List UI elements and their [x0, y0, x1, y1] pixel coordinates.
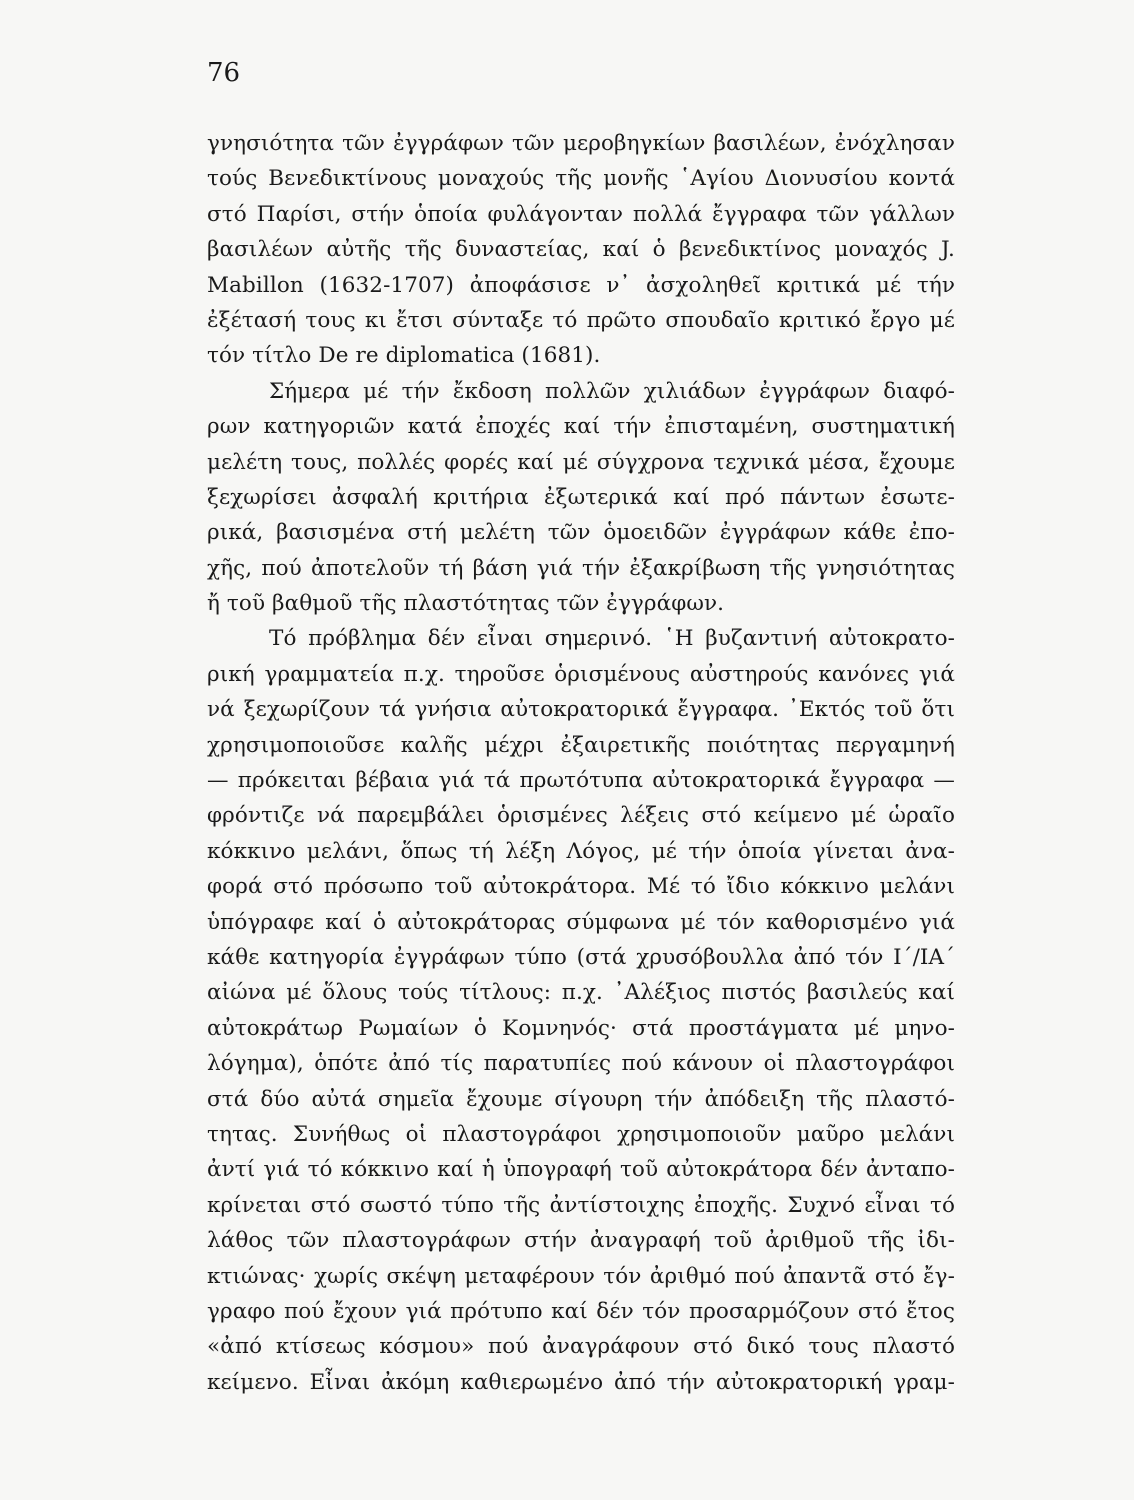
text-line: ρικά, βασισμένα στή μελέτη τῶν ὁμοειδῶν ἐγγράφων κάθε ἐπο- [207, 520, 955, 546]
text-line: «ἀπό κτίσεως κόσμου» πού ἀναγράφουν στό δικό τους πλαστό [207, 1334, 955, 1360]
text-line: κτιώνας· χωρίς σκέψη μεταφέρουν τόν ἀριθμό πού ἀπαντᾶ στό ἔγ- [207, 1263, 955, 1289]
text-line: ξεχωρίσει ἀσφαλή κριτήρια ἐξωτερικά καί πρό πάντων ἐσωτε- [207, 484, 955, 510]
text-line: ὑπόγραφε καί ὁ αὐτοκράτορας σύμφωνα μέ τόν καθορισμένο γιά [207, 909, 955, 935]
text-line: ἤ τοῦ βαθμοῦ τῆς πλαστότητας τῶν ἐγγράφων. [207, 591, 725, 617]
text-line: κόκκινο μελάνι, ὅπως τή λέξη Λόγος, μέ τήν ὁποία γίνεται ἀνα- [207, 838, 955, 864]
text-line: ρική γραμματεία π.χ. τηροῦσε ὁρισμένους αὐστηρούς κανόνες γιά [207, 661, 955, 687]
text-line: λόγημα), ὁπότε ἀπό τίς παρατυπίες πού κάνουν οἱ πλαστογράφοι [207, 1051, 955, 1077]
text-line: φορά στό πρόσωπο τοῦ αὐτοκράτορα. Μέ τό ἴδιο κόκκινο μελάνι [207, 874, 955, 900]
text-line: φρόντιζε νά παρεμβάλει ὁρισμένες λέξεις στό κείμενο μέ ὡραῖο [207, 803, 955, 829]
text-line: τητας. Συνήθως οἱ πλαστογράφοι χρησιμοποιοῦν μαῦρο μελάνι [207, 1121, 955, 1147]
text-line: στό Παρίσι, στήν ὁποία φυλάγονταν πολλά ἔγγραφα τῶν γάλλων [207, 201, 955, 227]
text-line: χρησιμοποιοῦσε καλῆς μέχρι ἐξαιρετικῆς ποιότητας περγαμηνή [207, 732, 955, 758]
text-line: — πρόκειται βέβαια γιά τά πρωτότυπα αὐτοκρατορικά ἔγγραφα — [207, 768, 955, 794]
text-line: βασιλέων αὐτῆς τῆς δυναστείας, καί ὁ βενεδικτίνος μοναχός J. [207, 237, 955, 263]
text-line: τούς Βενεδικτίνους μοναχούς τῆς μονῆς ῾Αγίου Διονυσίου κοντά [207, 166, 955, 192]
text-line: νά ξεχωρίζουν τά γνήσια αὐτοκρατορικά ἔγγραφα. ᾽Εκτός τοῦ ὅτι [207, 697, 955, 723]
text-line: Τό πρόβλημα δέν εἶναι σημερινό. ῾Η βυζαντινή αὐτοκρατο- [269, 626, 955, 652]
body-text [207, 126, 955, 1400]
text-line: Σήμερα μέ τήν ἔκδοση πολλῶν χιλιάδων ἐγγράφων διαφό- [269, 378, 955, 404]
text-line: κείμενο. Εἶναι ἀκόμη καθιερωμένο ἀπό τήν αὐτοκρατορική γραμ- [207, 1369, 955, 1395]
text-line: κρίνεται στό σωστό τύπο τῆς ἀντίστοιχης ἐποχῆς. Συχνό εἶναι τό [207, 1192, 955, 1218]
text-line: τόν τίτλο De re diplomatica (1681). [207, 343, 601, 369]
text-line: γνησιότητα τῶν ἐγγράφων τῶν μεροβηγκίων βασιλέων, ἐνόχλησαν [207, 131, 955, 156]
text-line: αἰώνα μέ ὅλους τούς τίτλους: π.χ. ᾽Αλέξιος πιστός βασιλεύς καί [207, 980, 955, 1006]
text-line: ἐξέτασή τους κι ἔτσι σύνταξε τό πρῶτο σπουδαῖο κριτικό ἔργο μέ [207, 307, 955, 333]
text-line: ἀντί γιά τό κόκκινο καί ἡ ὑπογραφή τοῦ αὐτοκράτορα δέν ἀνταπο- [207, 1157, 955, 1183]
text-line: Mabillon (1632-1707) ἀποφάσισε ν᾽ ἀσχοληθεῖ κριτικά μέ τήν [207, 272, 955, 298]
text-line: γραφο πού ἔχουν γιά πρότυπο καί δέν τόν προσαρμόζουν στό ἔτος [207, 1298, 955, 1324]
text-line: χῆς, πού ἀποτελοῦν τή βάση γιά τήν ἐξακρίβωση τῆς γνησιότητας [207, 555, 955, 581]
text-line: κάθε κατηγορία ἐγγράφων τύπο (στά χρυσόβουλλα ἀπό τόν Ι´/ΙΑ´ [207, 944, 955, 970]
text-line: ρων κατηγοριῶν κατά ἐποχές καί τήν ἐπισταμένη, συστηματική [207, 414, 955, 440]
text-line: μελέτη τους, πολλές φορές καί μέ σύγχρονα τεχνικά μέσα, ἔχουμε [207, 449, 955, 475]
text-line: στά δύο αὐτά σημεῖα ἔχουμε σίγουρη τήν ἀπόδειξη τῆς πλαστό- [207, 1086, 955, 1112]
text-line: αὐτοκράτωρ Ρωμαίων ὁ Κομνηνός· στά προστάγματα μέ μηνο- [207, 1015, 955, 1041]
page-number: 76 [207, 58, 241, 88]
text-line: λάθος τῶν πλαστογράφων στήν ἀναγραφή τοῦ ἀριθμοῦ τῆς ἰδι- [207, 1228, 955, 1254]
